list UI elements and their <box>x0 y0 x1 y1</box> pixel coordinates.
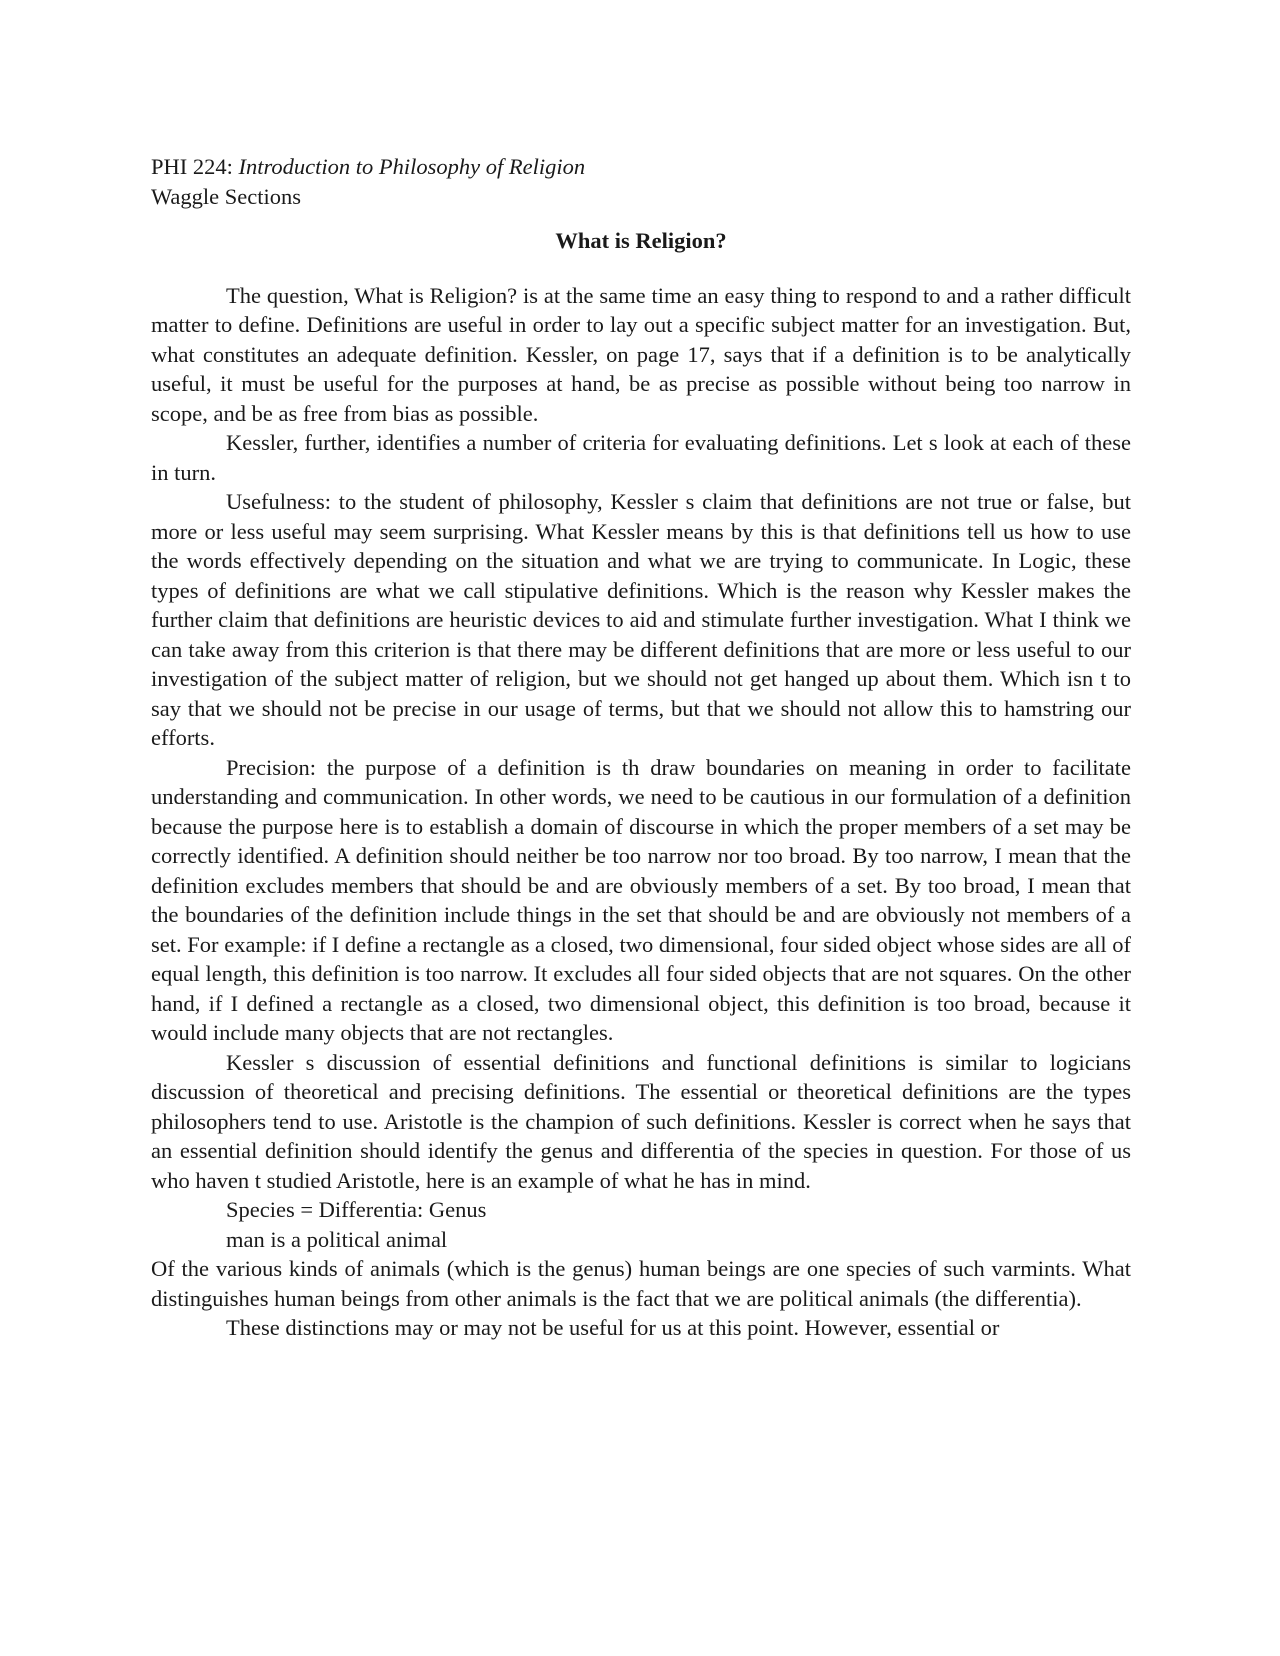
paragraph-usefulness: Usefulness: to the student of philosophy, Kessler s claim that definitions are not true or false, but more or less useful may seem surprising. What Kessler means by this is that definitions tell us how to use the words effectively depending on the situation and what we are trying to communicate. In Logic, these types of definitions are what we call stipulative definitions. Which is the reason why Kessler makes the further claim that definitions are heuristic devices to aid and stimulate further investigation. What I think we can take away from this criterion is that there may be different definitions that are more or less useful to our investigation of the subject matter of religion, but we should not get hanged up about them. Which isn t to say that we should not be precise in our usage of terms, but that we should not allow this to hamstring our efforts. <box>151 489 1131 750</box>
paragraph-closing: These distinctions may or may not be useful for us at this point. However, essential or <box>226 1315 1000 1340</box>
course-code: PHI 224: <box>151 154 239 179</box>
paragraph-example-explanation: Of the various kinds of animals (which is the genus) human beings are one species of such varmints. What distinguishes human beings from other animals is the fact that we are political animals (the differentia). <box>151 1256 1131 1311</box>
course-header <box>151 152 1131 182</box>
course-title: Introduction to Philosophy of Religion <box>238 154 586 179</box>
example-sentence: man is a political animal <box>226 1226 448 1252</box>
example-formula: Species = Differentia: Genus <box>226 1197 487 1222</box>
paragraph-criteria: Kessler, further, identifies a number of criteria for evaluating definitions. Let s look at each of these in turn. <box>151 430 1131 485</box>
paragraph-essential-definitions: Kessler s discussion of essential definitions and functional definitions is similar to logicians discussion of theoretical and precising definitions. The essential or theoretical definitions are the types philosophers tend to use. Aristotle is the champion of such definitions. Kessler is correct when he says that an essential definition should identify the genus and differentia of the species in question. For those of us who haven t studied Aristotle, here is an example of what he has in mind. <box>151 1049 1131 1193</box>
course-sections: Waggle Sections <box>151 183 302 209</box>
paragraph-intro: The question, What is Religion? is at the same time an easy thing to respond to and a rather difficult matter to define. Definitions are useful in order to lay out a specific subject matter for an investigation. But, what constitutes an adequate definition. Kessler, on page 17, says that if a definition is to be analytically useful, it must be useful for the purposes at hand, be as precise as possible without being too narrow in scope, and be as free from bias as possible. <box>151 282 1131 426</box>
document-title: What is Religion? <box>555 228 727 253</box>
paragraph-precision: Precision: the purpose of a definition is th draw boundaries on meaning in order to facilitate understanding and communication. In other words, we need to be cautious in our formulation of a definition because the purpose here is to establish a domain of discourse in which the proper members of a set may be correctly identified. A definition should neither be too narrow nor too broad. By too narrow, I mean that the definition excludes members that should be and are obviously members of a set. By too broad, I mean that the boundaries of the definition include things in the set that should be and are obviously not members of a set. For example: if I define a rectangle as a closed, two dimensional, four sided object whose sides are all of equal length, this definition is too narrow. It excludes all four sided objects that are not squares. On the other hand, if I defined a rectangle as a closed, two dimensional object, this definition is too broad, because it would include many objects that are not rectangles. <box>151 754 1131 1045</box>
document-body <box>151 152 1131 1343</box>
